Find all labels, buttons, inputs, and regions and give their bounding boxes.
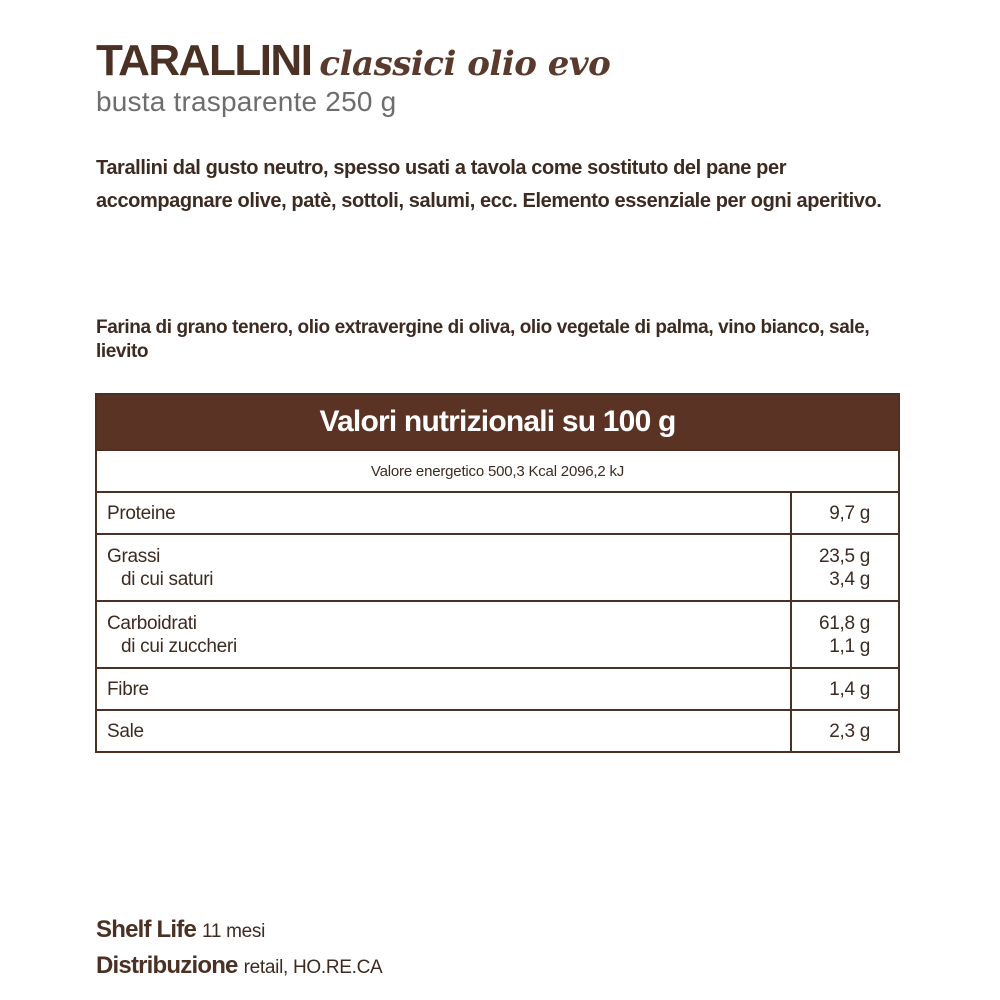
- row-value-text: 2,3 g: [829, 720, 870, 742]
- row-value: [790, 602, 898, 667]
- row-subvalue-text: 3,4 g: [829, 568, 870, 590]
- row-label-text: Sale: [107, 720, 144, 742]
- table-row: [97, 533, 898, 600]
- row-label-text: Proteine: [107, 502, 176, 524]
- row-label-text: Carboidrati: [107, 612, 197, 634]
- row-label-text: Fibre: [107, 678, 149, 700]
- row-label: [97, 711, 790, 751]
- row-subvalue-text: 1,1 g: [829, 635, 870, 657]
- row-label: [97, 669, 790, 709]
- row-value: [790, 493, 898, 533]
- row-label: [97, 493, 790, 533]
- shelf-life-label: Shelf Life: [96, 916, 197, 943]
- row-label-text: Grassi: [107, 545, 161, 567]
- ingredients-text: Farina di grano tenero, olio extravergine di oliva, olio vegetale di palma, vino bianco, sale, lievito: [96, 317, 870, 362]
- table-row: [97, 709, 898, 751]
- shelf-life-value: 11 mesi: [202, 921, 266, 942]
- table-row: [97, 491, 898, 533]
- row-value: [790, 711, 898, 751]
- product-title: [96, 36, 610, 86]
- row-value-text: 1,4 g: [829, 678, 870, 700]
- row-label: [97, 602, 790, 667]
- distribuzione-label: Distribuzione: [96, 952, 238, 979]
- table-row: [97, 600, 898, 667]
- row-value: [790, 669, 898, 709]
- distribuzione: [96, 952, 382, 980]
- row-sublabel-text: di cui zuccheri: [121, 635, 237, 657]
- title-script: classici olio evo: [319, 44, 611, 84]
- title-main: TARALLINI: [96, 36, 312, 85]
- shelf-life: [96, 916, 265, 944]
- row-value-text: 9,7 g: [829, 502, 870, 524]
- row-value: [790, 535, 898, 600]
- product-subtitle: busta trasparente 250 g: [96, 86, 397, 117]
- product-description: Tarallini dal gusto neutro, spesso usati a tavola come sostituto del pane per accompagnare olive, patè, sottoli, salumi, ecc. Elemento essenziale per ogni aperitivo.: [96, 157, 882, 212]
- nutrition-table-header: Valori nutrizionali su 100 g: [97, 395, 898, 449]
- row-value-text: 61,8 g: [818, 612, 870, 634]
- row-label: [97, 535, 790, 600]
- table-row: [97, 667, 898, 709]
- energy-value: Valore energetico 500,3 Kcal 2096,2 kJ: [97, 449, 898, 491]
- row-value-text: 23,5 g: [818, 545, 870, 567]
- distribuzione-value: retail, HO.RE.CA: [243, 957, 383, 978]
- nutrition-table: [95, 393, 900, 753]
- row-sublabel-text: di cui saturi: [121, 568, 214, 590]
